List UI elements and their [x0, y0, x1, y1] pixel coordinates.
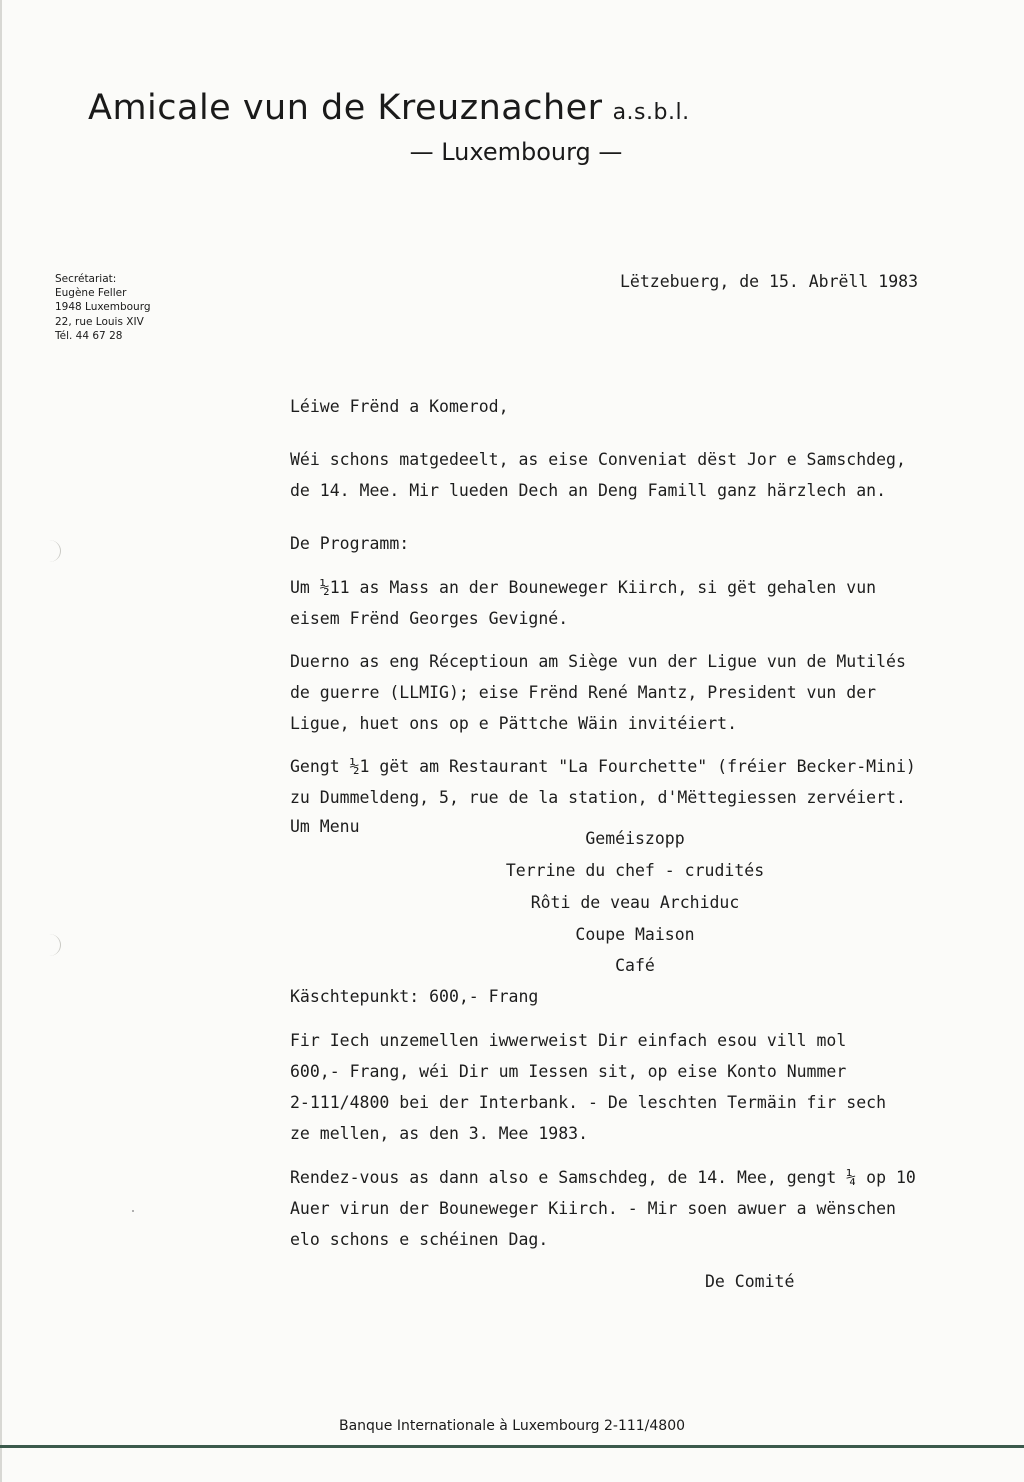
- text-line: de guerre (LLMIG); eise Frënd René Mantz, President vun der: [290, 683, 877, 702]
- secretariat-line: Secrétariat:: [55, 273, 117, 285]
- text-line: Fir Iech unzemellen iwwerweist Dir einfach esou vill mol: [290, 1031, 847, 1050]
- secretariat-line: Eugène Feller: [55, 287, 127, 300]
- menu-item: Coupe Maison: [575, 925, 695, 944]
- text-line: Auer virun der Bouneweger Kiirch. - Mir soen awuer a wënschen: [290, 1199, 896, 1218]
- signature: De Comité: [705, 1272, 795, 1291]
- intro-paragraph: [290, 444, 1010, 506]
- text-line: Gengt ½1 gët am Restaurant "La Fourchette" (fréier Becker-Mini): [290, 757, 916, 776]
- speck: [132, 1210, 134, 1212]
- rendezvous-paragraph: [290, 1162, 1010, 1255]
- text-line: Rendez-vous as dann also e Samschdeg, de 14. Mee, gengt ¼ op 10: [290, 1168, 916, 1187]
- payment-paragraph: [290, 1025, 1010, 1149]
- program-heading: De Programm:: [290, 534, 410, 553]
- text-line: Duerno as eng Réceptioun am Siège vun der Ligue vun de Mutilés: [290, 652, 906, 671]
- punch-hole-mark: [38, 934, 61, 956]
- text-line: de 14. Mee. Mir lueden Dech an Deng Famill ganz härzlech an.: [290, 481, 887, 500]
- text-line: zu Dummeldeng, 5, rue de la station, d'Mëttegiessen zervéiert.: [290, 788, 906, 807]
- menu-item: Terrine du chef - crudités: [505, 861, 765, 880]
- text-line: 2-111/4800 bei der Interbank. - De leschten Termäin fir sech: [290, 1093, 887, 1112]
- menu-item: Café: [615, 956, 655, 975]
- text-line: elo schons e schéinen Dag.: [290, 1230, 549, 1249]
- text-line: eisem Frënd Georges Gevigné.: [290, 609, 569, 628]
- footer-bank: Banque Internationale à Luxembourg 2-111/4800: [338, 1418, 686, 1434]
- menu-item: Geméiszopp: [585, 829, 685, 848]
- footer-rule: [0, 1445, 1024, 1448]
- text-line: Ligue, huet ons op e Pättche Wäin invitéiert.: [290, 714, 738, 733]
- association-name: Amicale vun de Kreuznacher: [88, 88, 603, 128]
- text-line: Wéi schons matgedeelt, as eise Conveniat dëst Jor e Samschdeg,: [290, 450, 906, 469]
- menu-label: Um Menu: [290, 817, 360, 836]
- text-line: 600,- Frang, wéi Dir um Iessen sit, op eise Konto Nummer: [290, 1062, 847, 1081]
- menu-item: Rôti de veau Archiduc: [530, 893, 740, 912]
- price-line: Käschtepunkt: 600,- Frang: [290, 987, 539, 1006]
- secretariat-line: 1948 Luxembourg: [55, 301, 151, 314]
- letter-date: Lëtzebuerg, de 15. Abrëll 1983: [620, 272, 919, 291]
- text-line: ze mellen, as den 3. Mee 1983.: [290, 1124, 589, 1143]
- secretariat-block: [55, 272, 151, 343]
- letterhead-title: [88, 88, 690, 128]
- mass-paragraph: [290, 572, 1010, 634]
- lunch-paragraph: [290, 751, 1010, 813]
- page-edge: [0, 0, 2, 1482]
- salutation: Léiwe Frënd a Komerod,: [290, 397, 509, 416]
- association-suffix: a.s.b.l.: [612, 100, 690, 125]
- punch-hole-mark: [38, 540, 61, 562]
- reception-paragraph: [290, 646, 1010, 739]
- secretariat-line: 22, rue Louis XIV: [55, 315, 144, 328]
- text-line: Um ½11 as Mass an der Bouneweger Kiirch, si gët gehalen vun: [290, 578, 877, 597]
- secretariat-line: Tél. 44 67 28: [55, 329, 123, 342]
- letterhead-subtitle: — Luxembourg —: [409, 138, 623, 166]
